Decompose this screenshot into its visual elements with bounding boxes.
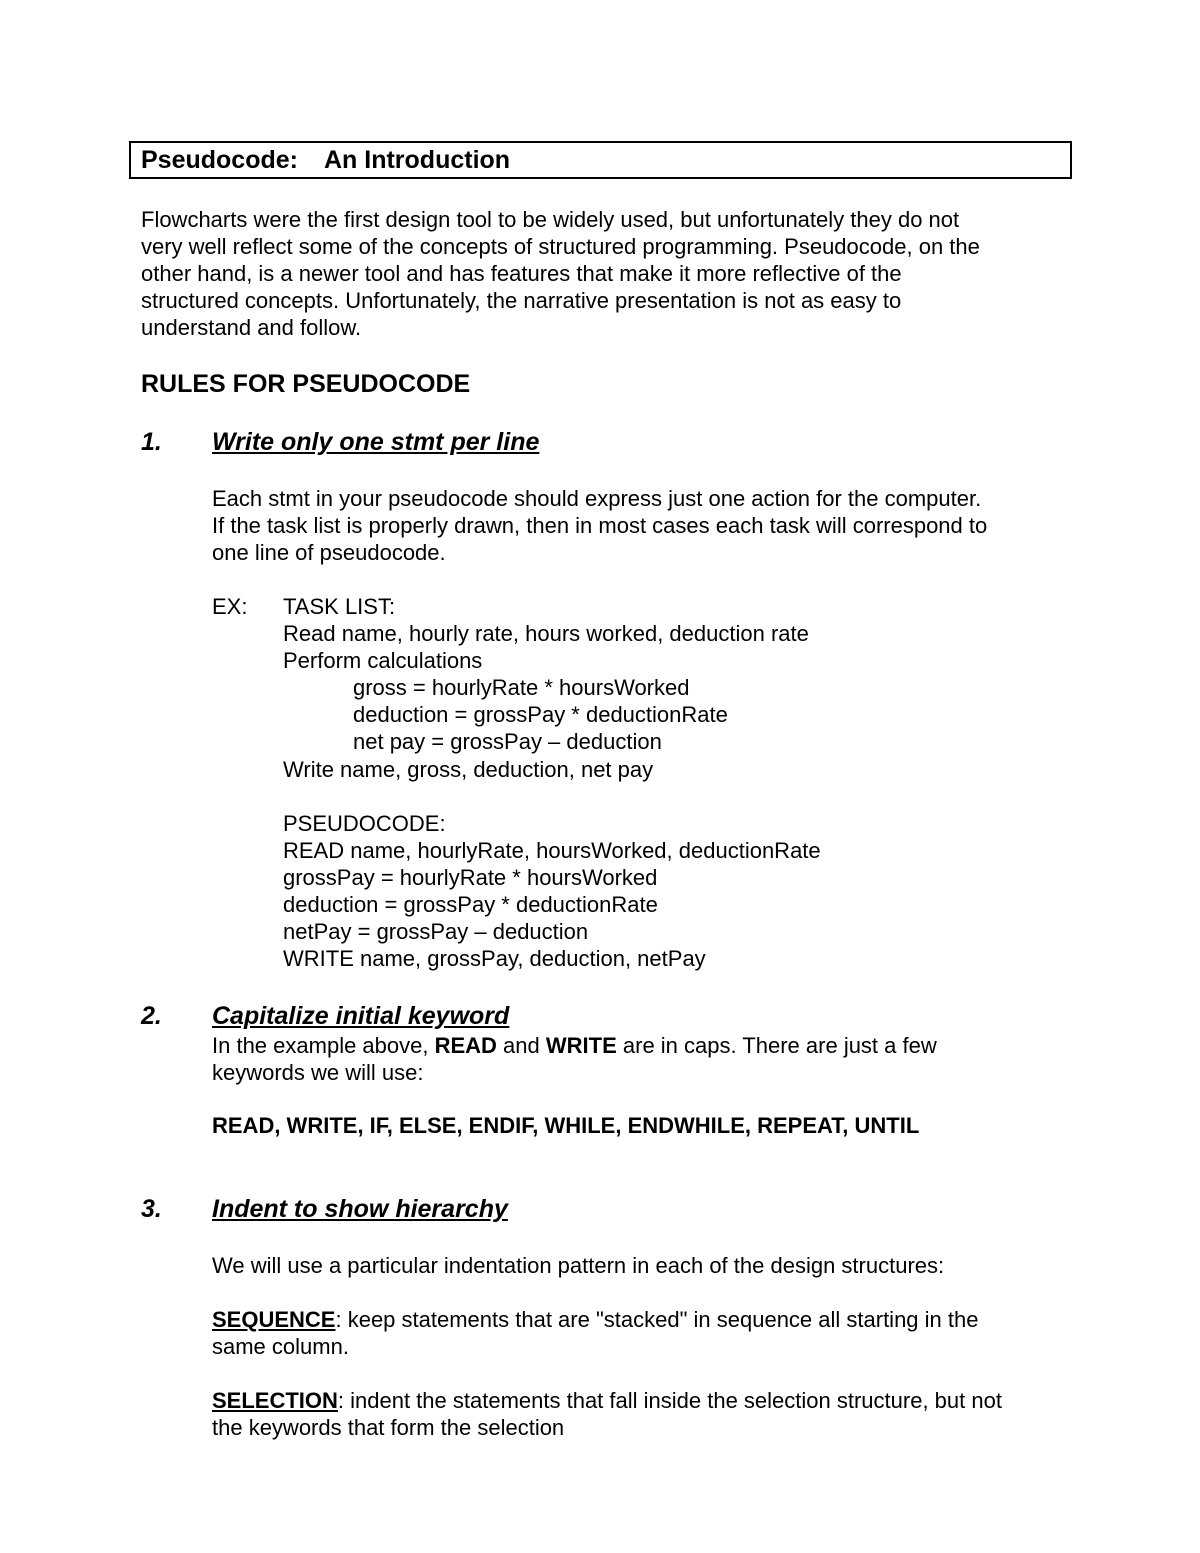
keyword-read: READ <box>434 1033 497 1058</box>
pseudocode-label: PSEUDOCODE: <box>283 811 446 836</box>
rule2-title: Capitalize initial keyword <box>212 1002 510 1030</box>
title-part2: An Introduction <box>323 146 511 174</box>
intro-line-4: structured concepts. Unfortunately, the narrative presentation is not as easy to <box>141 288 902 313</box>
intro-line-3: other hand, is a newer tool and has features that make it more reflective of the <box>141 261 902 286</box>
rule2-text-c: are in caps. There are just a few <box>616 1033 937 1058</box>
rule2-number: 2. <box>141 1002 162 1030</box>
task-list-item: Read name, hourly rate, hours worked, deduction rate <box>283 621 809 646</box>
task-list-item: Write name, gross, deduction, net pay <box>283 757 654 782</box>
title-box <box>129 141 1072 179</box>
intro-line-1: Flowcharts were the first design tool to be widely used, but unfortunately they do not <box>141 207 960 232</box>
task-list-item: gross = hourlyRate * hoursWorked <box>353 675 690 700</box>
pseudocode-line: netPay = grossPay – deduction <box>283 919 589 944</box>
rule2-text-a: In the example above, <box>212 1033 435 1058</box>
rule1-para-line-1: Each stmt in your pseudocode should express just one action for the computer. <box>212 486 982 511</box>
sequence-text: : keep statements that are "stacked" in sequence all starting in the <box>335 1307 979 1332</box>
sequence-line-1 <box>212 1306 978 1333</box>
rule1-number: 1. <box>141 428 162 456</box>
rule2-line-1 <box>212 1032 937 1059</box>
rules-heading: RULES FOR PSEUDOCODE <box>141 370 471 398</box>
pseudocode-line: grossPay = hourlyRate * hoursWorked <box>283 865 658 890</box>
pseudocode-line: READ name, hourlyRate, hoursWorked, deductionRate <box>283 838 821 863</box>
selection-line-1 <box>212 1387 1002 1414</box>
sequence-label: SEQUENCE <box>212 1307 336 1332</box>
rule2-line-2: keywords we will use: <box>212 1060 424 1085</box>
rule1-para-line-3: one line of pseudocode. <box>212 540 446 565</box>
selection-text: : indent the statements that fall inside the selection structure, but not <box>337 1388 1002 1413</box>
task-list-label: TASK LIST: <box>283 594 396 619</box>
page-title <box>141 145 510 175</box>
pseudocode-line: deduction = grossPay * deductionRate <box>283 892 658 917</box>
rule2-text-b: and <box>496 1033 546 1058</box>
selection-line-2: the keywords that form the selection <box>212 1415 565 1440</box>
intro-line-5: understand and follow. <box>141 315 362 340</box>
intro-line-2: very well reflect some of the concepts of structured programming. Pseudocode, on the <box>141 234 980 259</box>
rule1-title: Write only one stmt per line <box>212 428 540 456</box>
rule1-para-line-2: If the task list is properly drawn, then in most cases each task will correspond to <box>212 513 988 538</box>
keyword-list: READ, WRITE, IF, ELSE, ENDIF, WHILE, ENDWHILE, REPEAT, UNTIL <box>212 1113 920 1138</box>
selection-label: SELECTION <box>212 1388 338 1413</box>
rule3-number: 3. <box>141 1195 162 1223</box>
rule3-para: We will use a particular indentation pattern in each of the design structures: <box>212 1253 945 1278</box>
rule3-title: Indent to show hierarchy <box>212 1195 508 1223</box>
keyword-write: WRITE <box>545 1033 617 1058</box>
ex-label: EX: <box>212 594 248 619</box>
task-list-item: Perform calculations <box>283 648 483 673</box>
task-list-item: net pay = grossPay – deduction <box>353 729 662 754</box>
title-part1: Pseudocode: <box>141 146 298 174</box>
sequence-line-2: same column. <box>212 1334 349 1359</box>
pseudocode-line: WRITE name, grossPay, deduction, netPay <box>283 946 706 971</box>
task-list-item: deduction = grossPay * deductionRate <box>353 702 728 727</box>
